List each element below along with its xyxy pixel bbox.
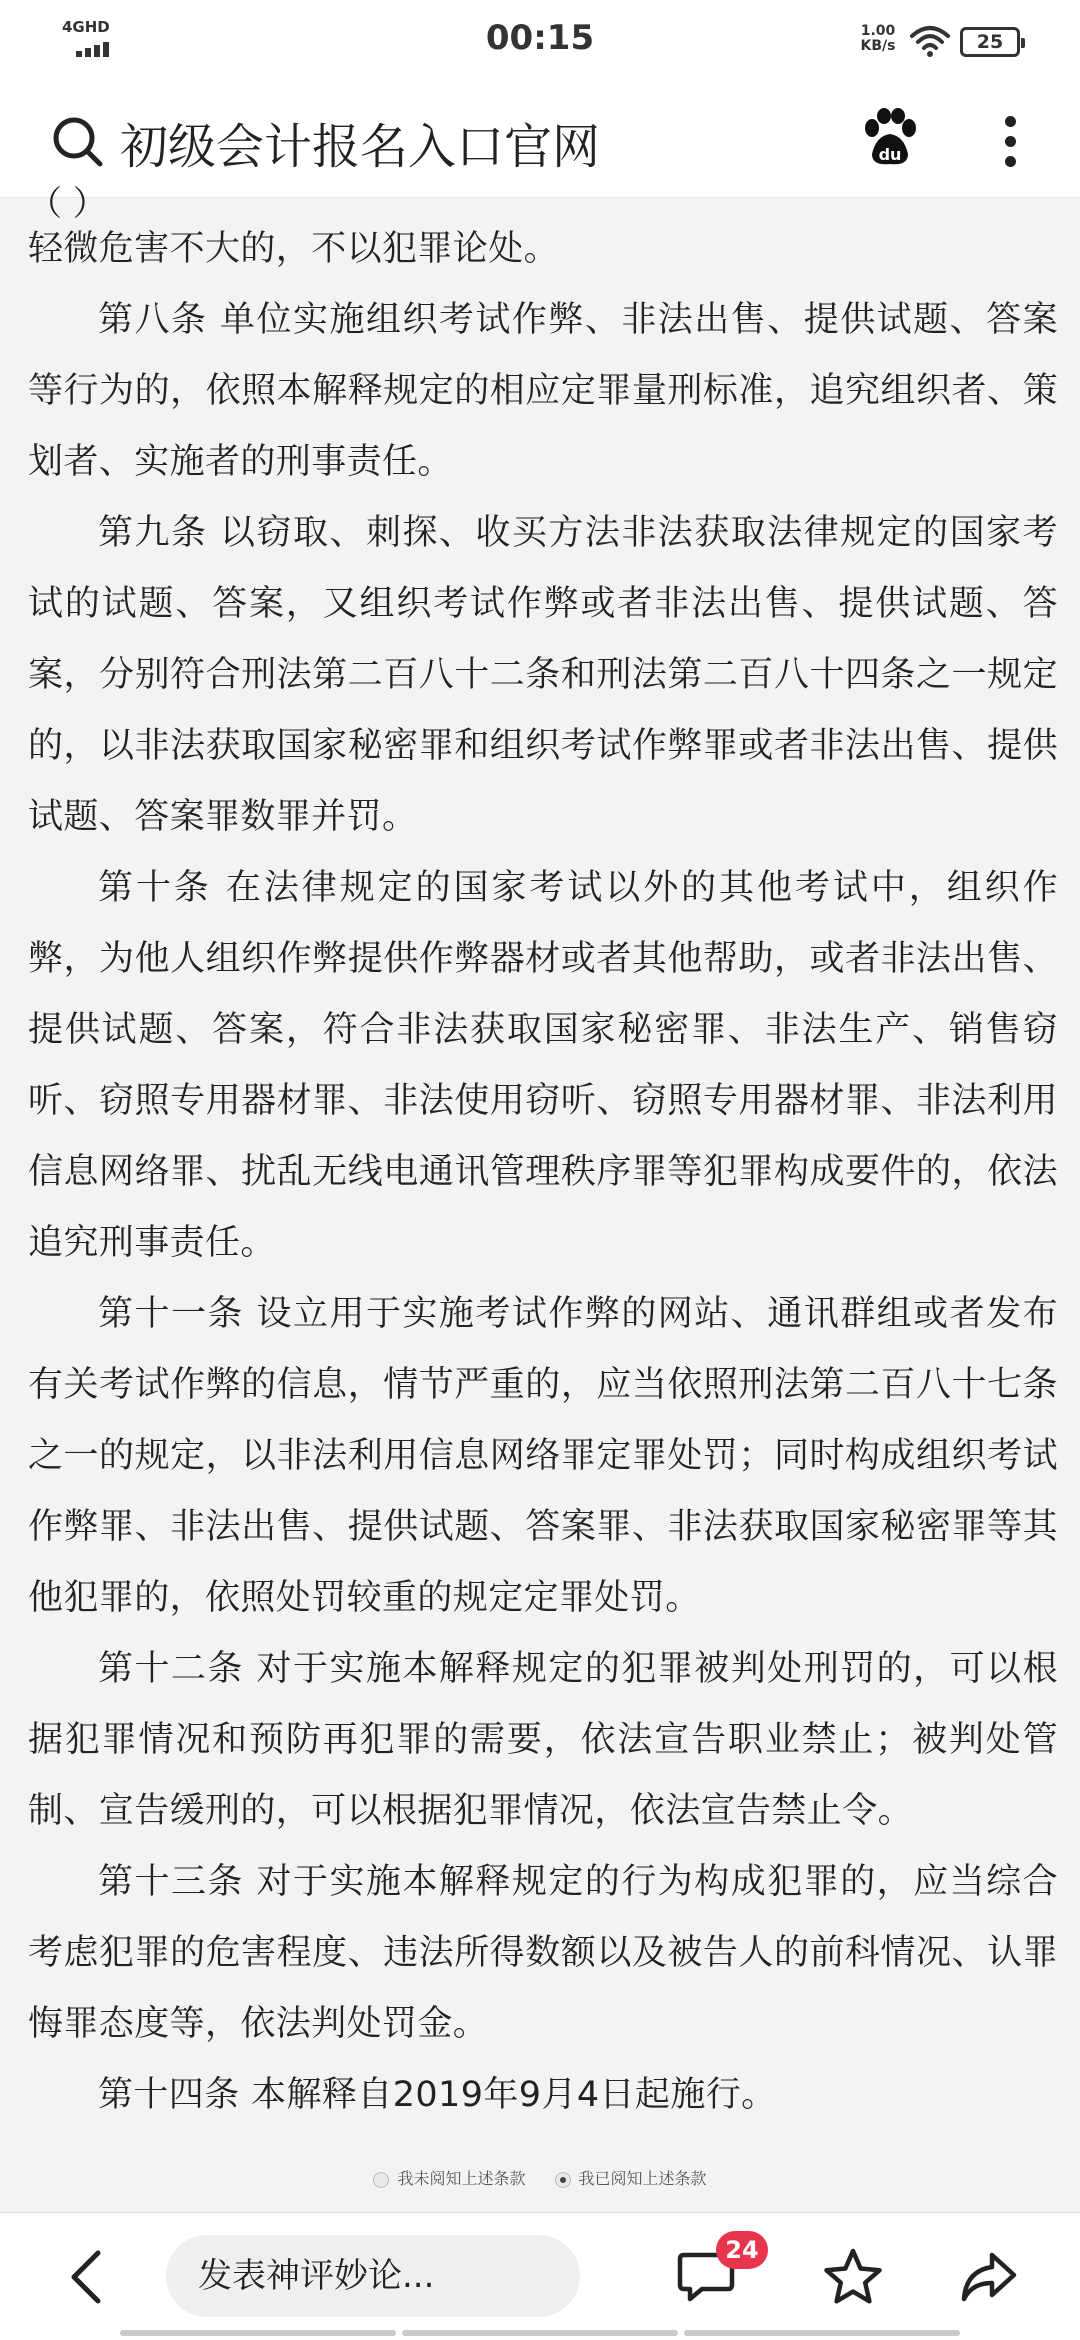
- paragraph: 第十二条 对于实施本解释规定的犯罪被判处刑罚的，可以根据犯罪情况和预防再犯罪的需要，依法宣告职业禁止；被判处管制、宣告缓刑的，可以根据犯罪情况，依法宣告禁止令。: [28, 1649, 1058, 1831]
- paragraph: 第九条 以窃取、刺探、收买方法非法获取法律规定的国家考试的试题、答案，又组织考试作弊或者非法出售、提供试题、答案，分别符合刑法第二百八十二条和刑法第二百八十四条之一规定的，以非法获取国家秘密罪和组织考试作弊罪或者非法出售、提供试题、答案罪数罪并罚。: [28, 513, 1058, 837]
- back-icon[interactable]: [64, 2247, 108, 2311]
- paragraph: 第十三条 对于实施本解释规定的行为构成犯罪的，应当综合考虑犯罪的危害程度、违法所得数额以及被告人的前科情况、认罪悔罪态度等，依法判处罚金。: [28, 1862, 1058, 2044]
- network-type: 4GHD: [62, 18, 110, 36]
- clock: 00:15: [485, 18, 595, 58]
- search-query-text[interactable]: 初级会计报名入口官网: [120, 119, 601, 175]
- share-icon[interactable]: [958, 2249, 1020, 2309]
- network-speed: [858, 24, 898, 54]
- paragraph: 第十一条 设立用于实施考试作弊的网站、通讯群组或者发布有关考试作弊的信息，情节严重的，应当依照刑法第二百八十七条之一的规定，以非法利用信息网络罪定罪处罚；同时构成组织考试作弊罪、非法出售、提供试题、答案罪、非法获取国家秘密罪等其他犯罪的，依照处罚较重的规定定罪处罚。: [28, 1294, 1058, 1618]
- consent-option-unaware[interactable]: [373, 2166, 525, 2189]
- paragraph: 第十条 在法律规定的国家考试以外的其他考试中，组织作弊，为他人组织作弊提供作弊器材或者其他帮助，或者非法出售、提供试题、答案，符合非法获取国家秘密罪、非法生产、销售窃听、窃照专用器材罪、非法使用窃听、窃照专用器材罪、非法利用信息网络罪、扰乱无线电通讯管理秩序罪等犯罪构成要件的，依法追究刑事责任。: [28, 868, 1058, 1263]
- paragraph: 第八条 单位实施组织考试作弊、非法出售、提供试题、答案等行为的，依照本解释规定的相应定罪量刑标准，追究组织者、策划者、实施者的刑事责任。: [28, 300, 1058, 482]
- consent-options: [0, 2166, 1080, 2189]
- consent-label-unaware: 我未阅知上述条款: [397, 2169, 526, 2188]
- network-speed-value: 1.00: [860, 23, 896, 39]
- network-speed-unit: KB/s: [860, 38, 896, 54]
- consent-option-aware[interactable]: [555, 2166, 707, 2189]
- partial-line: （ ）: [28, 184, 107, 224]
- wifi-icon: [910, 24, 950, 62]
- paragraph: 轻微危害不大的，不以犯罪论处。: [28, 229, 560, 269]
- svg-text:du: du: [878, 145, 902, 164]
- radio-unchecked-icon[interactable]: [373, 2172, 389, 2188]
- star-icon[interactable]: [822, 2247, 884, 2311]
- bottom-action-bar: [0, 2212, 1080, 2340]
- comment-count-badge: 24: [716, 2231, 768, 2269]
- paragraph: 第十四条 本解释自2019年9月4日起施行。: [98, 2075, 777, 2115]
- consent-label-aware: 我已阅知上述条款: [578, 2169, 707, 2188]
- radio-checked-icon[interactable]: [555, 2172, 571, 2188]
- comment-input[interactable]: 发表神评妙论...: [166, 2235, 580, 2317]
- search-icon[interactable]: [50, 114, 106, 174]
- article-body: [0, 184, 1080, 2156]
- more-vertical-icon[interactable]: [1000, 112, 1022, 172]
- gesture-bar: [120, 2330, 960, 2336]
- baidu-paw-icon[interactable]: [862, 108, 918, 172]
- battery-indicator: 25: [960, 27, 1020, 57]
- status-bar: [0, 0, 1080, 80]
